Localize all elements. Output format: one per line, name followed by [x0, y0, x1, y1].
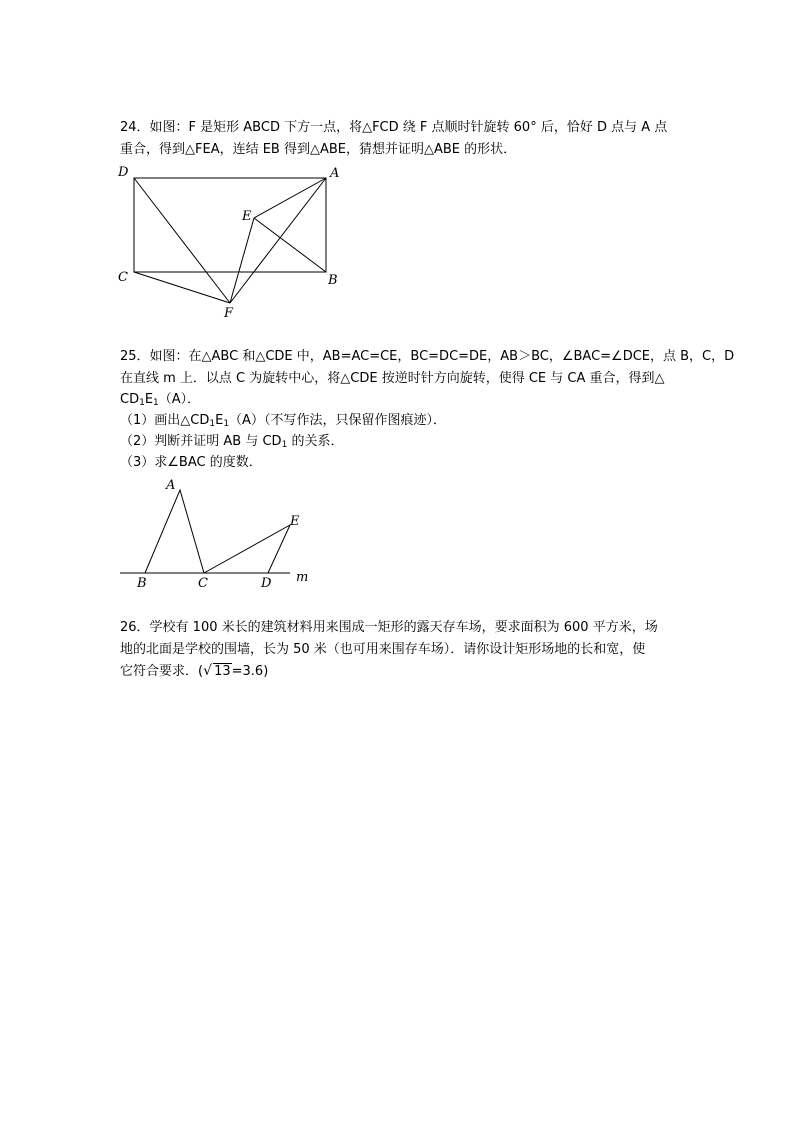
- q25-line-3: $CD_1E_1(A)$．: [120, 392, 201, 408]
- q25-line-1: 25．如图：在△ABC 和△CDE 中，AB=AC=CE，BC=DC=DE，AB＞BC，∠BAC=∠DCE，点 B，C，D: [120, 349, 735, 364]
- label-c: C: [118, 270, 128, 285]
- q24-figure: [110, 160, 350, 329]
- q26-line-3: 它符合要求．( √ 13=3.6): [120, 662, 268, 682]
- label-f: F: [224, 306, 234, 321]
- triangle-abc: [145, 490, 204, 573]
- q25-line-2: 在直线 m 上．以点 C 为旋转中心，将△CDE 按逆时针方向旋转，使得 CE 与 CA 重合，得到△: [120, 371, 665, 386]
- label-e: E: [242, 209, 252, 224]
- q25-item-3: （3）求∠BAC 的度数．: [120, 455, 262, 470]
- label-d: D: [118, 165, 129, 180]
- segment-ef: [230, 218, 254, 303]
- q25-figure: [110, 475, 330, 599]
- segment-ea: [254, 178, 326, 218]
- triangle-cde: [204, 525, 290, 573]
- q25-item-2: （2）判断并证明 AB 与 $CD_1$ 的关系．: [120, 434, 344, 450]
- label-b: B: [137, 576, 147, 591]
- square-root: √ 13: [203, 663, 231, 679]
- label-d: D: [261, 576, 272, 591]
- segment-af: [230, 178, 326, 303]
- label-m: m: [296, 570, 309, 585]
- q24-line-2: 重合，得到△FEA，连结 EB 得到△ABE，猜想并证明△ABE 的形状．: [120, 142, 517, 157]
- label-b: B: [328, 273, 338, 288]
- q24-line-1: 24．如图：F 是矩形 ABCD 下方一点，将△FCD 绕 F 点顺时针旋转 60° 后，恰好 D 点与 A 点: [120, 120, 668, 135]
- label-e: E: [290, 514, 300, 529]
- q26-line-2: 地的北面是学校的围墙，长为 50 米（也可用来围存车场）．请你设计矩形场地的长和宽，使: [120, 642, 646, 657]
- label-a: A: [166, 478, 176, 493]
- segment-eb: [254, 218, 326, 272]
- label-c: C: [198, 576, 208, 591]
- q26-line-1: 26．学校有 100 米长的建筑材料用来围成一矩形的露天存车场，要求面积为 600 平方米，场: [120, 620, 658, 635]
- segment-cf: [134, 272, 230, 303]
- rectangle-abcd: [134, 178, 326, 272]
- segment-df: [134, 178, 230, 303]
- label-a: A: [330, 166, 340, 181]
- q25-item-1: （1）画出$\triangle CD_1E_1(A)$（不写作法，只保留作图痕迹）．: [120, 413, 446, 429]
